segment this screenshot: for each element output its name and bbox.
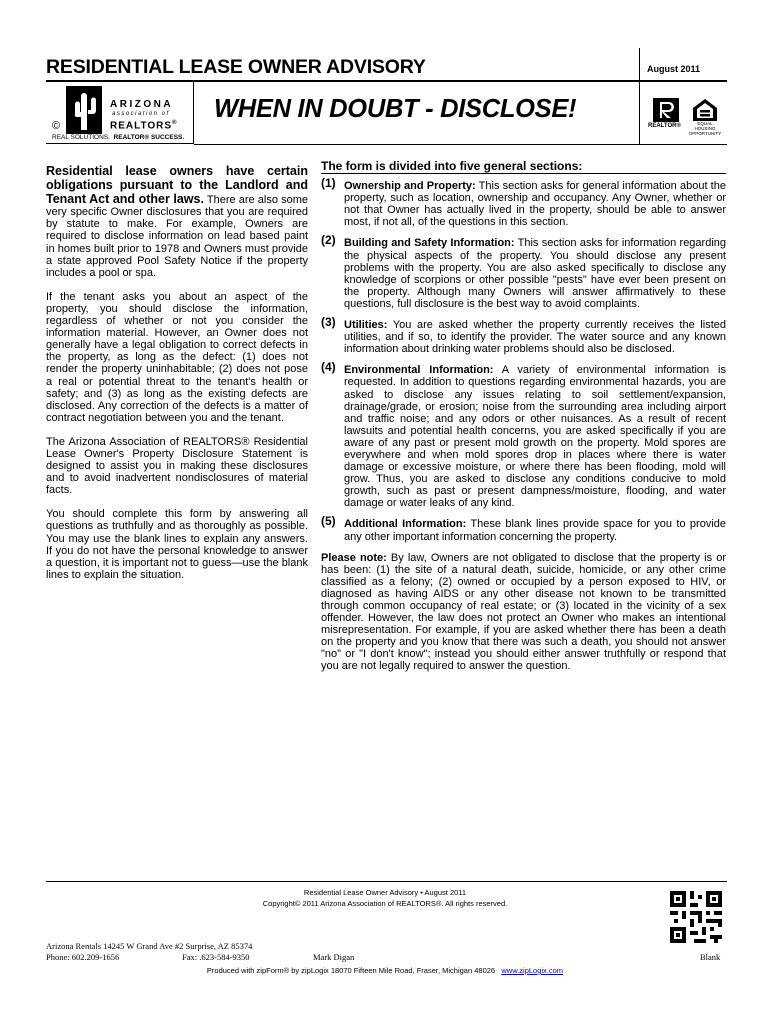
footer-address: Arizona Rentals 14245 W Grand Ave #2 Surprise, AZ 85374 <box>46 941 253 951</box>
sections-heading: The form is divided into five general sections: <box>321 160 726 174</box>
right-column <box>321 160 726 673</box>
footer-phone-fax <box>46 952 250 962</box>
footer-produced-by <box>0 966 770 975</box>
section-text: You are asked whether the property currently receives the listed utilities, and if so, to identify the provider. The water source and any known information about drinking water problems should also be disclosed. <box>344 319 726 356</box>
note-text: By law, Owners are not obligated to disclose that the property is or has been: (1) the site of a natural death, suicide, homicide, or any other crime classified as a felony; (2) owned or occupied by a person exposed to HIV, or diagnosed as having AIDS or any other disease not known to be transmitted through common occupancy of real estate; or (3) located in the vicinity of a sex offender. However, the law does not protect an Owner who makes an intentional misrepresentation. For example, if you are asked whether there has been a death on the property and you know that there was such a death, you should not answer "no" or "I don't know"; instead you should either answer truthfully or respond that you are not legally required to answer the question. <box>321 551 726 673</box>
header-bottom-rule <box>194 144 727 145</box>
section-title: Additional Information: <box>344 518 467 531</box>
section-title: Ownership and Property: <box>344 180 476 193</box>
section-text: This section asks for general information about the property, such as location, ownership and occupancy. Any Owner, whether or not that Owner has actually lived in the property, should be able to answer most, if not all, of the questions in this section. <box>344 180 726 229</box>
section-environmental <box>321 360 727 510</box>
section-number: (2) <box>321 233 336 248</box>
logo-arizona-text: ARIZONA <box>110 99 174 110</box>
complete-form-paragraph: You should complete this form by answering all questions as truthfully and as thoroughly as possible. You may use the blank lines to explain any answers. If you do not have the personal knowledge to answer a question, it is important not to guess—use the blank lines to explain the situation. <box>46 508 308 581</box>
section-title: Utilities: <box>344 319 388 332</box>
intro-lead: Residential lease owners have certain obligations pursuant to the Landlord and Tenant Act and other laws. <box>46 164 308 207</box>
section-title: Building and Safety Information: <box>344 237 515 250</box>
section-text: These blank lines provide space for you to provide any other important information concerning the property. <box>344 518 726 543</box>
arizona-cactus-logo-icon <box>66 86 102 134</box>
equal-housing-icon <box>692 98 718 122</box>
logo-association-text: association of <box>112 111 170 117</box>
footer-rule <box>46 881 727 882</box>
logo-reg-mark: ® <box>172 120 177 126</box>
intro-text: There are also some very specific Owner disclosures that you are required by statute to make. For example, Owners are required to disclose information on lead based paint in homes built prior to 1978 and Owners must provide a state approved Pool Safety Notice if the property includes a pool or spa. <box>46 194 308 279</box>
copyright-symbol: © <box>52 120 61 132</box>
equal-housing-label: EQUAL HOUSING OPPORTUNITY <box>688 121 722 136</box>
section-number: (3) <box>321 315 336 330</box>
section-text: A variety of environmental information is requested. In addition to questions regarding environmental hazards, you are asked to disclose any issues relating to soil settlement/expansion, drainage/grade, or erosion; noise from the surrounding area including airport and traffic noise; and any odors or other nuisances. As a result of recent lawsuits and potential health concerns, you are asked specifically if you are aware of any past or present mold growth on the property. Mold spores are everywhere and when mold spores drop in places where there is water damage or excessive moisture, or where there has been flooding, mold will grow. Thus, you are asked to disclose any conditions conducive to mold growth, such as past or present dampness/moisture, flooding, and water damage or water leaks of any kind. <box>344 364 727 510</box>
logo-realtors-text <box>110 120 177 131</box>
headline: WHEN IN DOUBT - DISCLOSE! <box>214 95 577 123</box>
section-utilities <box>321 315 726 356</box>
section-ownership <box>321 176 726 229</box>
section-text: This section asks for information regarding the physical aspects of the property. You should disclose any present problems with the property. You are also asked specifically to disclose any knowledge of scorpions or other possible "pests" have ever been present on the property. Although many Owners will answer affirmatively to these questions, full disclosure is the best way to avoid complaints. <box>344 237 727 310</box>
header-right-divider <box>639 82 640 144</box>
produced-text: Produced with zipForm® by zipLogix 18070 Fifteen Mile Road, Fraser, Michigan 48026 <box>206 966 496 975</box>
qr-code-icon <box>670 891 722 943</box>
slogan-part2: REALTOR® SUCCESS. <box>113 134 185 141</box>
footer-agent: Mark Digan <box>313 952 355 962</box>
footer-fax: Fax: .623-584-9350 <box>182 952 250 962</box>
section-building-safety <box>321 233 727 310</box>
disclosure-statement-paragraph: The Arizona Association of REALTORS® Residential Lease Owner's Property Disclosure Statement is designed to assist you in making these disclosures and to avoid inadvertent nondisclosures of material facts. <box>46 435 308 497</box>
footer-form-label: Blank <box>700 952 721 962</box>
footer-form-name: Residential Lease Owner Advisory • August 2011 <box>303 888 467 897</box>
section-additional <box>321 514 726 543</box>
note-label: Please note: <box>321 551 387 564</box>
advisory-date: August 2011 <box>647 64 701 74</box>
slogan-part1: REAL SOLUTIONS. <box>52 134 110 141</box>
logo-realtors-word: REALTORS <box>110 120 173 132</box>
section-number: (5) <box>321 514 336 529</box>
section-number: (4) <box>321 360 336 375</box>
tenant-questions-paragraph: If the tenant asks you about an aspect of the property, you should disclose the information, regardless of whether or not you consider the information material. However, an Owner does not generally have a legal obligation to correct defects in the property, as long as the defect: (1) does not render the property uninhabitable; (2) does not pose a real or potential threat to the tenant's health or safety; and (3) as long as the existing defects are disclosed. Any correction of the defects is a matter of contract negotiation between you and the tenant. <box>46 290 308 424</box>
aar-logo <box>46 82 194 144</box>
ziplogix-link[interactable]: www.zipLogix.com <box>501 966 564 975</box>
please-note-paragraph <box>321 552 726 673</box>
section-number: (1) <box>321 176 336 191</box>
logo-slogan <box>52 134 184 141</box>
footer-phone: Phone: 602.209-1656 <box>46 952 120 962</box>
left-column <box>46 164 308 593</box>
intro-paragraph <box>46 164 308 279</box>
page-title: RESIDENTIAL LEASE OWNER ADVISORY <box>46 56 426 78</box>
realtor-label: REALTOR® <box>648 123 681 129</box>
header-divider <box>639 48 640 82</box>
section-title: Environmental Information: <box>344 364 494 377</box>
footer-copyright: Copyright© 2011 Arizona Association of REALTORS®. All rights reserved. <box>262 899 508 908</box>
